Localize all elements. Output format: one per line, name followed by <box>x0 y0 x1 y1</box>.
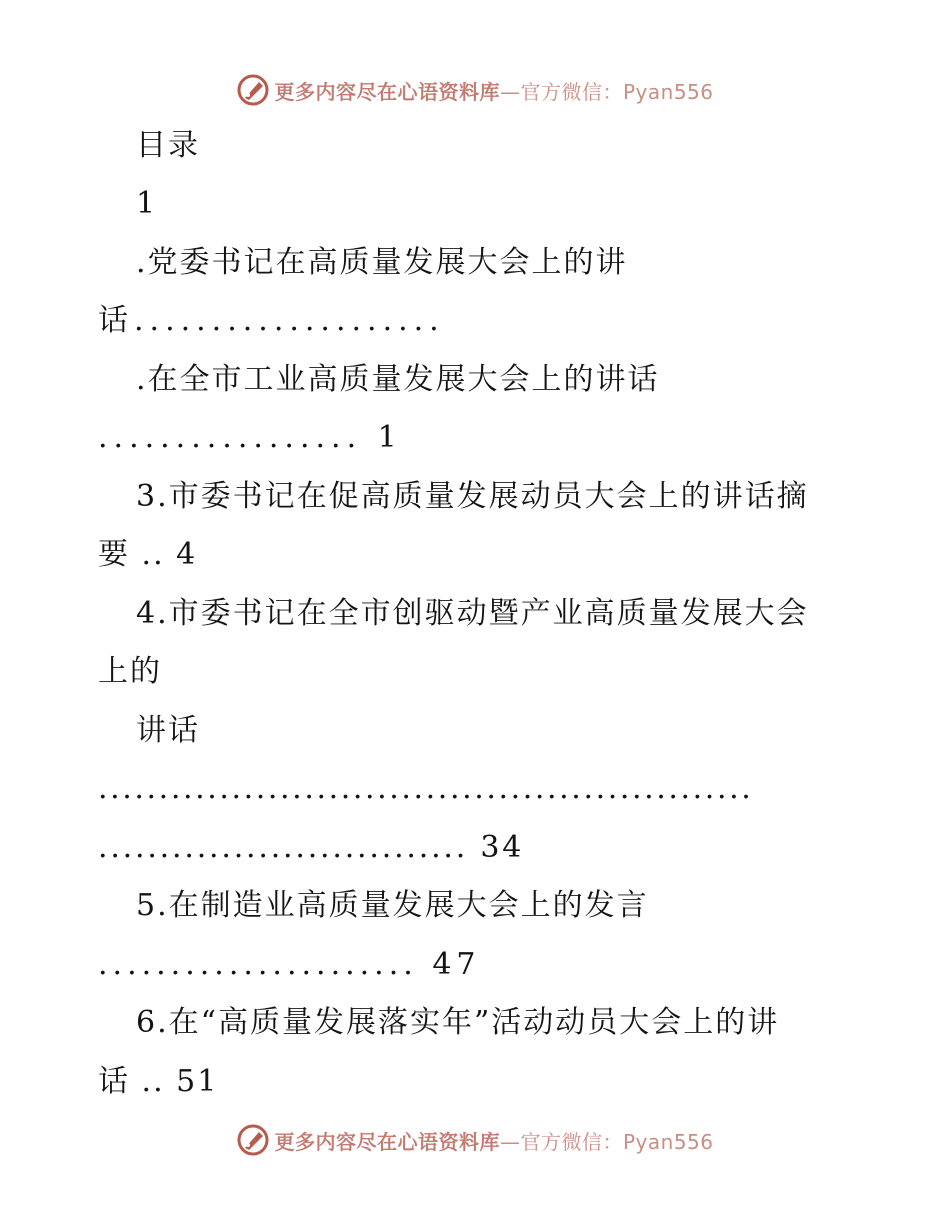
toc-line: 上的 <box>98 654 162 689</box>
watermark-brand: 更多内容尽在心语资料库 <box>274 79 500 104</box>
watermark-contact-label: 官方微信： <box>520 1129 623 1154</box>
toc-line: 话 .. 51 <box>98 1064 219 1099</box>
watermark-dash: — <box>499 1129 521 1154</box>
watermark-dash: — <box>499 79 521 104</box>
toc-line: 讲话 <box>136 713 200 748</box>
watermark-text <box>274 1126 713 1155</box>
toc-line: 3.市委书记在促高质量发展动员大会上的讲话摘 <box>136 479 809 514</box>
toc-line: 1 <box>136 186 158 221</box>
toc-line: 4.市委书记在全市创驱动暨产业高质量发展大会 <box>136 596 809 631</box>
footer-watermark <box>0 1120 950 1160</box>
toc-line: 6.在“高质量发展落实年”活动动员大会上的讲 <box>136 1005 780 1040</box>
watermark-brand: 更多内容尽在心语资料库 <box>274 1129 500 1154</box>
watermark-contact-label: 官方微信： <box>520 79 623 104</box>
toc-line: ...................................................... <box>98 771 754 806</box>
toc-line: 话.................... <box>98 303 445 338</box>
toc-line: ...................... 47 <box>98 947 481 982</box>
toc-line: .党委书记在高质量发展大会上的讲 <box>136 245 628 280</box>
watermark-contact-id: Pyan556 <box>622 79 714 104</box>
pen-logo-icon <box>236 1123 270 1157</box>
watermark-contact-id: Pyan556 <box>622 1129 714 1154</box>
toc-line: .在全市工业高质量发展大会上的讲话 <box>136 362 660 397</box>
toc-line: 要 .. 4 <box>98 537 198 572</box>
toc-line: 5.在制造业高质量发展大会上的发言 <box>136 888 649 923</box>
toc-title: 目录 <box>136 128 200 163</box>
toc-line: .............................. 34 <box>98 830 525 865</box>
toc-line: ................. 1 <box>98 420 403 455</box>
